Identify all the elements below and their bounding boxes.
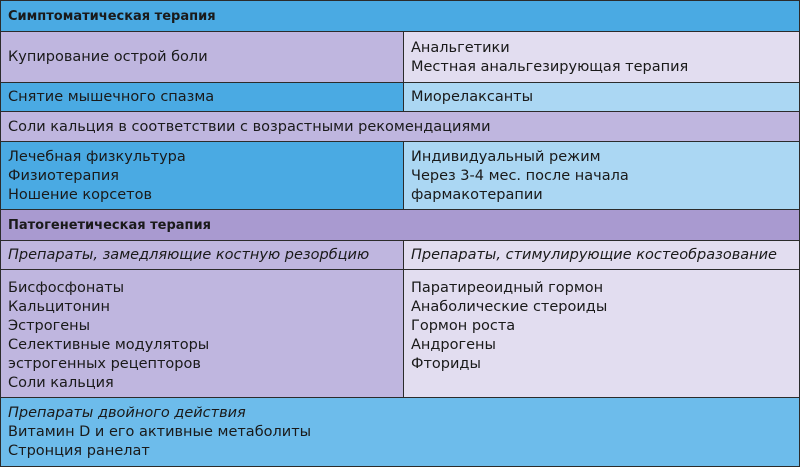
- list-item: Андрогены: [411, 337, 496, 353]
- treatment-cell: [404, 32, 799, 82]
- list-item: эстрогенных рецепторов: [8, 356, 201, 372]
- treatment-cell: [404, 142, 799, 209]
- list-item: Кальцитонин: [8, 299, 110, 315]
- formation-title: Препараты, стимулирующие костеобразование: [411, 247, 777, 263]
- symptomatic-header: Симптоматическая терапия: [1, 1, 799, 31]
- list-item: Паратиреоидный гормон: [411, 280, 604, 296]
- formation-list: [404, 270, 799, 397]
- treatment-text: фармакотерапии: [411, 186, 543, 203]
- resorption-title: Препараты, замедляющие костную резорбцию: [8, 247, 370, 263]
- table-row: [1, 269, 799, 397]
- symptomatic-header-row: [1, 1, 799, 31]
- symptom-text: Ношение корсетов: [8, 186, 152, 203]
- calcium-cell: [1, 112, 799, 141]
- treatment-text: Местная анальгезирующая терапия: [411, 58, 689, 75]
- treatment-text: Миорелаксанты: [411, 89, 534, 105]
- calcium-text: Соли кальция в соответствии с возрастными рекомендациями: [8, 118, 491, 135]
- list-item: Гормон роста: [411, 318, 516, 334]
- list-item: Соли кальция: [8, 375, 114, 391]
- symptom-text: Снятие мышечного спазма: [8, 89, 215, 105]
- table-row: [1, 31, 799, 82]
- symptom-text: Физиотерапия: [8, 167, 119, 184]
- treatment-text: Анальгетики: [411, 39, 510, 56]
- treatment-cell: [404, 83, 799, 111]
- treatment-text: Через 3-4 мес. после начала: [411, 167, 629, 184]
- symptom-cell: [1, 142, 404, 209]
- table-row: [1, 397, 799, 466]
- table-row: [1, 141, 799, 209]
- resorption-title-cell: [1, 241, 404, 269]
- list-item: Бисфосфонаты: [8, 280, 125, 296]
- dual-action-title: Препараты двойного действия: [8, 405, 246, 421]
- symptom-text: Купирование острой боли: [8, 49, 208, 65]
- list-item: Анаболические стероиды: [411, 299, 608, 315]
- list-item: Селективные модуляторы: [8, 337, 210, 353]
- table-row: [1, 111, 799, 141]
- pathogenetic-header-row: [1, 209, 799, 240]
- resorption-list: [1, 270, 404, 397]
- pathogenetic-header: Патогенетическая терапия: [1, 210, 799, 240]
- list-item: Стронция ранелат: [8, 443, 150, 459]
- symptom-cell: [1, 83, 404, 111]
- list-item: Фториды: [411, 356, 481, 372]
- list-item: Витамин D и его активные метаболиты: [8, 424, 312, 440]
- dual-action-cell: [1, 398, 799, 466]
- table-row: [1, 82, 799, 111]
- symptom-cell: [1, 32, 404, 82]
- treatment-text: Индивидуальный режим: [411, 148, 601, 165]
- table-row: [1, 240, 799, 269]
- list-item: Эстрогены: [8, 318, 91, 334]
- symptom-text: Лечебная физкультура: [8, 148, 186, 165]
- formation-title-cell: [404, 241, 799, 269]
